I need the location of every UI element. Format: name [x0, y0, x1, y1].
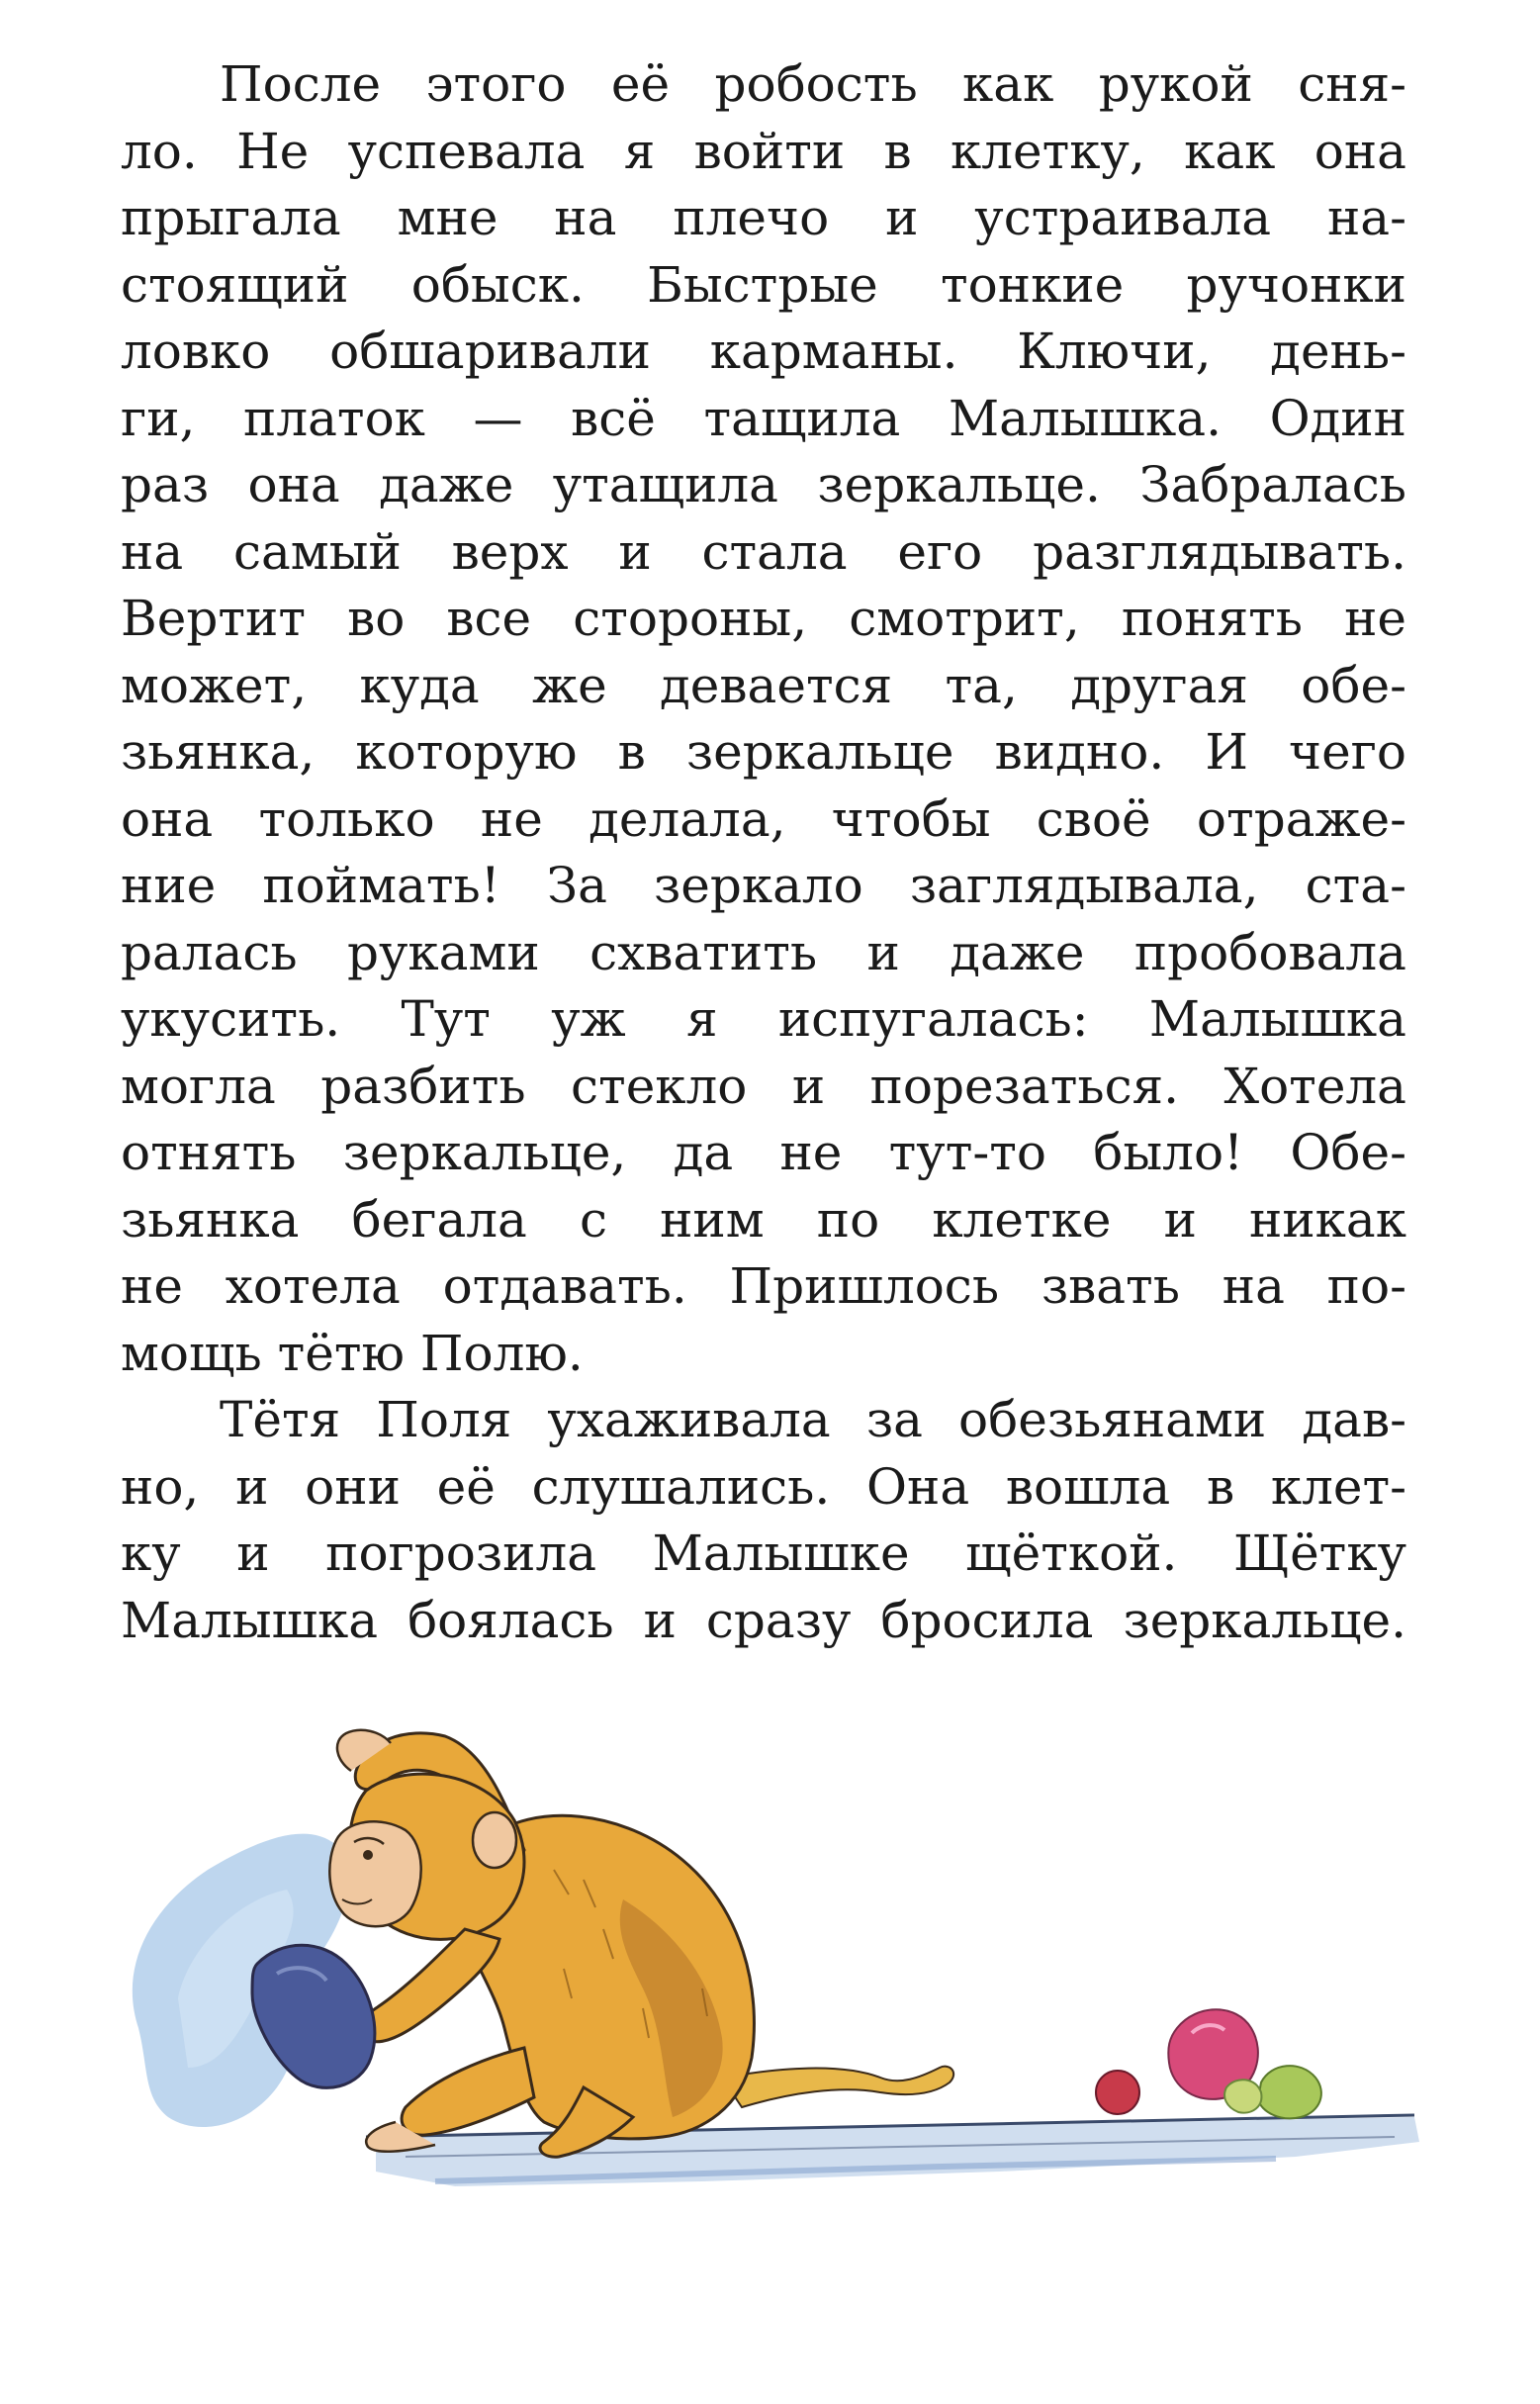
text-line: зьянка, которую в зеркальце видно. И чего: [121, 723, 1406, 781]
fruit-red: [1096, 2071, 1139, 2114]
text-line: она только не делала, чтобы своё отраже-: [121, 789, 1406, 848]
monkey-arm-holding: [361, 1929, 499, 2042]
monkey-ear: [473, 1812, 516, 1868]
fruit-green-small: [1224, 2080, 1261, 2112]
text-line: могла разбить стекло и порезаться. Хотела: [121, 1057, 1406, 1115]
text-line: После этого её робость как рукой сня-: [220, 55, 1406, 113]
monkey-illustration: [109, 1672, 1434, 2226]
text-line: Малышка боялась и сразу бросила зеркальце.: [121, 1591, 1406, 1649]
text-line: ралась руками схватить и даже пробовала: [121, 923, 1406, 981]
monkey-eye: [363, 1850, 373, 1860]
text-line: ги, платок — всё тащила Малышка. Один: [121, 389, 1406, 447]
monkey-face: [329, 1821, 420, 1926]
text-line: не хотела отдавать. Пришлось звать на по-: [121, 1257, 1406, 1315]
text-line: зьянка бегала с ним по клетке и никак: [121, 1190, 1406, 1248]
monkey-tail: [722, 2067, 953, 2107]
monkey-leg-front: [402, 2048, 534, 2135]
text-line: укусить. Тут уж я испугалась: Малышка: [121, 990, 1406, 1048]
text-line: отнять зеркальце, да не тут-то было! Обе-: [121, 1124, 1406, 1181]
text-line: но, и они её слушались. Она вошла в клет-: [121, 1457, 1406, 1516]
text-line: раз она даже утащила зеркальце. Забралась: [121, 456, 1406, 513]
text-line: мощь тётю Полю.: [121, 1324, 584, 1382]
fruit-green: [1258, 2066, 1321, 2118]
text-line: прыгала мне на плечо и устраивала на-: [121, 189, 1406, 246]
text-line: ку и погрозила Малышке щёткой. Щётку: [121, 1525, 1406, 1582]
text-line: ловко обшаривали карманы. Ключи, день-: [121, 323, 1406, 380]
text-line: Тётя Поля ухаживала за обезьянами дав-: [220, 1391, 1406, 1448]
text-line: ло. Не успевала я войти в клетку, как она: [121, 122, 1406, 180]
story-text: [121, 51, 1406, 1654]
text-line: Вертит во все стороны, смотрит, понять не: [121, 590, 1406, 647]
text-line: ние поймать! За зеркало заглядывала, ста-: [121, 857, 1406, 914]
text-line: может, куда же девается та, другая обе-: [121, 656, 1406, 714]
text-line: на самый верх и стала его разглядывать.: [121, 522, 1406, 581]
text-line: стоящий обыск. Быстрые тонкие ручонки: [121, 255, 1406, 314]
